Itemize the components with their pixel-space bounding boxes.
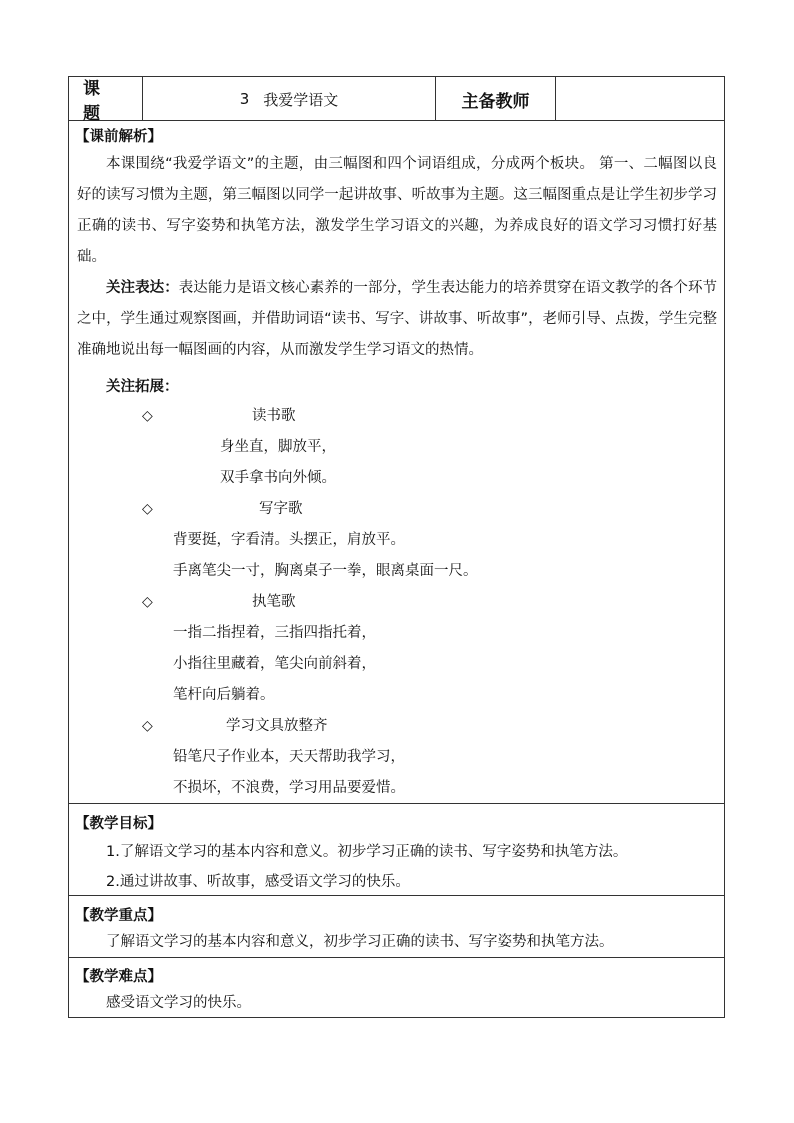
song-line: 笔杆向后躺着。	[173, 687, 275, 703]
lesson-number: 3	[239, 90, 250, 108]
lesson-title-cell	[143, 77, 436, 121]
diamond-bullet-icon: ◇	[142, 594, 153, 610]
analysis-title: 【课前解析】	[75, 129, 162, 145]
diamond-bullet-icon: ◇	[142, 501, 153, 517]
key-points-text: 了解语文学习的基本内容和意义，初步学习正确的读书、写字姿势和执笔方法。	[106, 934, 614, 950]
topic-label: 课 题	[69, 77, 143, 121]
analysis-intro: 本课围绕“我爱学语文”的主题，由三幅图和四个词语组成，分成两个板块。 第一、二幅图以良好的读写习惯为主题，第三幅图以同学一起讲故事、听故事为主题。这三幅图重点是让学生初步学习正确的读书、写字姿势和执笔方法，激发学生学习语文的兴趣，为养成良好的语文学习习惯打好基础。	[77, 156, 717, 265]
expression-paragraph	[77, 273, 717, 366]
goal-item: 2.通过讲故事、听故事，感受语文学习的快乐。	[106, 874, 410, 890]
difficulty-text: 感受语文学习的快乐。	[106, 995, 251, 1011]
song-line: 不损坏，不浪费，学习用品要爱惜。	[173, 780, 405, 796]
expression-text: 表达能力是语文核心素养的一部分，学生表达能力的培养贯穿在语文教学的各个环节之中，学生通过观察图画，并借助词语“读书、写字、讲故事、听故事”，老师引导、点拨，学生完整准确地说出每一幅图画的内容，从而激发学生学习语文的热情。	[77, 280, 718, 358]
lead-teacher-value	[556, 77, 724, 121]
extension-label: 关注拓展：	[106, 379, 179, 395]
key-points-title: 【教学重点】	[75, 908, 162, 924]
lesson-plan-table	[68, 76, 725, 1018]
difficulty-title: 【教学难点】	[75, 969, 162, 985]
song-line: 双手拿书向外倾。	[220, 470, 336, 486]
lead-teacher-label: 主备教师	[436, 77, 556, 121]
key-points-section	[69, 896, 724, 958]
song-title-pen: 执笔歌	[252, 594, 296, 610]
song-line: 手离笔尖一寸，胸离桌子一拳，眼离桌面一尺。	[173, 563, 478, 579]
song-line: 铅笔尺子作业本，天天帮助我学习，	[173, 749, 405, 765]
diamond-bullet-icon: ◇	[142, 718, 153, 734]
lesson-title: 我爱学语文	[263, 90, 339, 109]
goal-item: 1.了解语文学习的基本内容和意义。初步学习正确的读书、写字姿势和执笔方法。	[106, 844, 628, 860]
song-line: 背要挺，字看清。头摆正，肩放平。	[173, 532, 405, 548]
goals-title: 【教学目标】	[75, 816, 162, 832]
difficulty-section	[69, 958, 724, 1017]
analysis-section	[69, 121, 724, 804]
expression-label: 关注表达：	[106, 280, 179, 296]
song-title-writing: 写字歌	[259, 501, 303, 517]
song-line: 一指二指捏着，三指四指托着，	[173, 625, 376, 641]
song-title-stationery: 学习文具放整齐	[226, 718, 328, 734]
header-row	[69, 77, 724, 124]
song-title-reading: 读书歌	[252, 408, 296, 424]
song-line: 小指往里藏着，笔尖向前斜着，	[173, 656, 376, 672]
diamond-bullet-icon: ◇	[142, 408, 153, 424]
goals-section	[69, 804, 724, 896]
song-line: 身坐直，脚放平，	[220, 439, 336, 455]
